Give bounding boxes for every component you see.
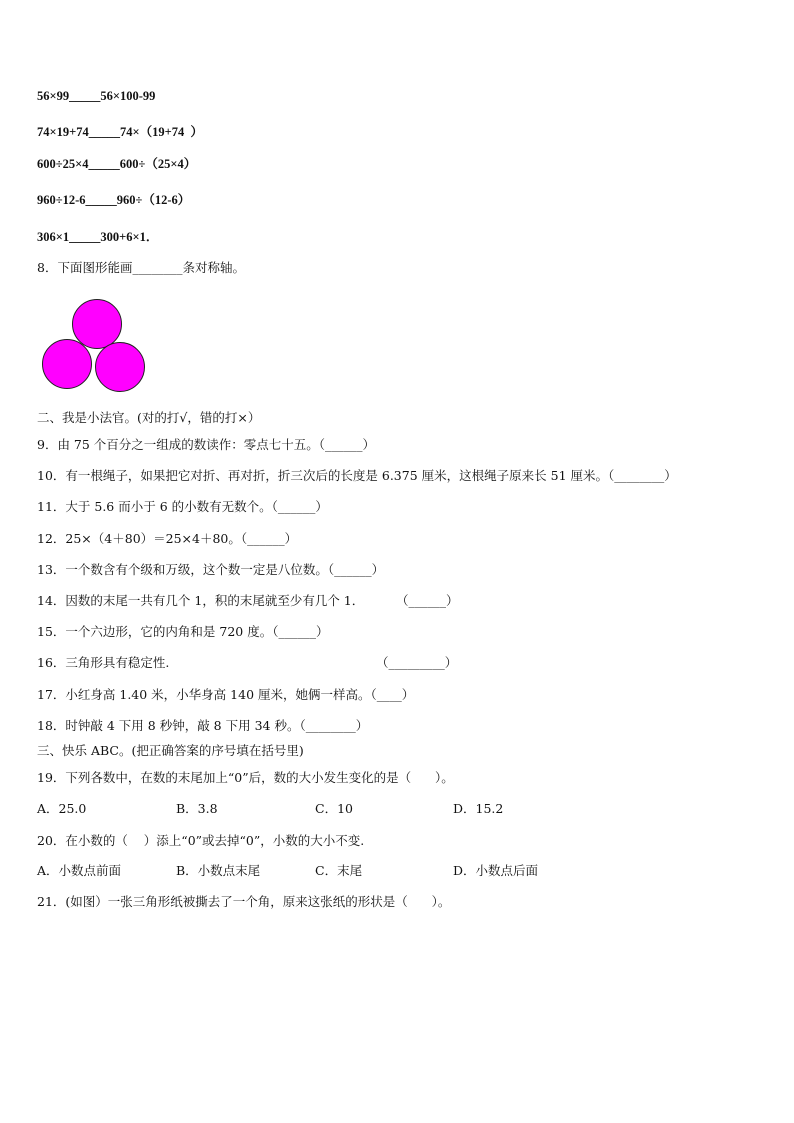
compare-item-3: 600÷25×4_____600÷（25×4） xyxy=(37,157,197,171)
section-2-title: 二、我是小法官。(对的打√，错的打×） xyxy=(37,410,261,425)
circle-bottom-left xyxy=(42,339,92,389)
q19-option-c: C．10 xyxy=(315,801,353,816)
q20-option-b: B．小数点末尾 xyxy=(176,863,261,878)
q19-option-d: D．15.2 xyxy=(453,801,504,816)
question-21: 21．(如图）一张三角形纸被撕去了一个角，原来这张纸的形状是（ ）。 xyxy=(37,894,451,909)
compare-item-4: 960÷12-6_____960÷（12-6） xyxy=(37,193,191,207)
question-14: 14．因数的末尾一共有几个 1，积的末尾就至少有几个 1． （______） xyxy=(37,593,459,608)
question-8: 8．下面图形能画________条对称轴。 xyxy=(37,260,245,275)
compare-item-1: 56×99_____56×100-99 xyxy=(37,89,156,103)
question-15: 15．一个六边形，它的内角和是 720 度。（______） xyxy=(37,624,329,639)
question-17: 17．小红身高 1.40 米，小华身高 140 厘米，她俩一样高。（____） xyxy=(37,687,415,702)
compare-item-2: 74×19+74_____74×（19+74 ） xyxy=(37,125,203,139)
question-18: 18．时钟敲 4 下用 8 秒钟，敲 8 下用 34 秒。（________） xyxy=(37,718,369,733)
question-20: 20．在小数的（ ）添上“0”或去掉“0”，小数的大小不变. xyxy=(37,833,365,848)
q19-option-b: B．3.8 xyxy=(176,801,218,816)
q20-option-d: D．小数点后面 xyxy=(453,863,539,878)
compare-item-5: 306×1_____300+6×1． xyxy=(37,230,159,244)
three-circles-figure xyxy=(40,296,150,392)
q19-option-a: A．25.0 xyxy=(37,801,87,816)
question-11: 11．大于 5.6 而小于 6 的小数有无数个。（______） xyxy=(37,499,328,514)
question-12: 12．25×（4＋80）＝25×4＋80。（______） xyxy=(37,531,298,546)
question-19: 19．下列各数中，在数的末尾加上“0”后，数的大小发生变化的是（ ）。 xyxy=(37,770,454,785)
question-10: 10．有一根绳子，如果把它对折、再对折，折三次后的长度是 6.375 厘米，这根绳子原来长 51 厘米。（________） xyxy=(37,468,677,483)
q20-option-a: A．小数点前面 xyxy=(37,863,122,878)
circle-bottom-right xyxy=(95,342,145,392)
q20-option-c: C．末尾 xyxy=(315,863,363,878)
question-13: 13．一个数含有个级和万级，这个数一定是八位数。（______） xyxy=(37,562,385,577)
question-16: 16．三角形具有稳定性. （_________） xyxy=(37,655,458,670)
question-9: 9．由 75 个百分之一组成的数读作：零点七十五。（______） xyxy=(37,437,376,452)
section-3-title: 三、快乐 ABC。(把正确答案的序号填在括号里) xyxy=(37,743,304,758)
